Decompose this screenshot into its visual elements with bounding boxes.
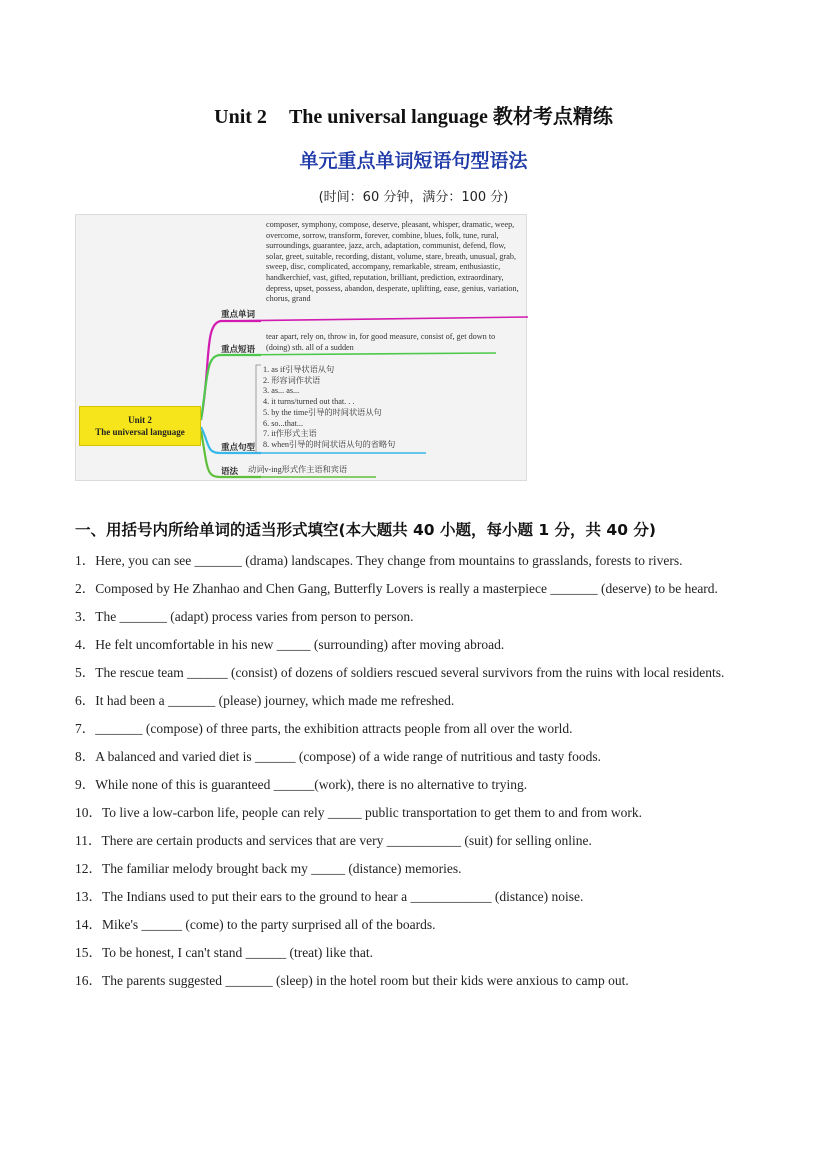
underline-words bbox=[221, 317, 528, 321]
branch-label-grammar: 语法 bbox=[221, 467, 239, 477]
mind-map bbox=[75, 214, 527, 481]
document-subtitle: 单元重点单词短语句型语法 bbox=[299, 150, 528, 172]
title-cn: 教材考点精练 bbox=[492, 106, 613, 128]
question-item: 16．The parents suggested _______ (sleep) in the hotel room but their kids were anxious to camp out. bbox=[75, 973, 629, 988]
question-item: 3．The _______ (adapt) process varies from person to person. bbox=[75, 609, 414, 624]
branch-label-words: 重点单词 bbox=[221, 310, 256, 320]
center-node-line1: Unit 2 bbox=[128, 415, 152, 425]
patterns-bracket bbox=[256, 365, 261, 453]
question-item: 9．While none of this is guaranteed ______(work), there is no alternative to trying. bbox=[75, 777, 528, 792]
center-node-line2: The universal language bbox=[95, 427, 185, 437]
phrases-list: tear apart, rely on, throw in, for good measure, consist of, get down to (doing) sth. all of a sudden bbox=[266, 332, 496, 352]
question-item: 13．The Indians used to put their ears to the ground to hear a ____________ (distance) noise. bbox=[75, 889, 584, 904]
title-unit-name: The universal language bbox=[288, 106, 488, 128]
pattern-item: 8. when引导的时间状语从句的省略句 bbox=[263, 439, 396, 449]
time-info: (时间：60 分钟，满分：100 分) bbox=[318, 190, 509, 205]
question-item: 11．There are certain products and services that are very ___________ (suit) for selling online. bbox=[75, 833, 592, 848]
question-item: 5．The rescue team ______ (consist) of dozens of soldiers rescued several survivors from the ruins with local residents. bbox=[75, 665, 725, 680]
question-item: 8．A balanced and varied diet is ______ (compose) of a wide range of nutritious and tasty foods. bbox=[75, 749, 601, 764]
question-item: 15．To be honest, I can't stand ______ (treat) like that. bbox=[75, 945, 374, 960]
question-item: 2．Composed by He Zhanhao and Chen Gang, Butterfly Lovers is really a masterpiece _______ (deserve) to be heard. bbox=[75, 581, 718, 596]
question-item: 14．Mike's ______ (come) to the party surprised all of the boards. bbox=[75, 917, 436, 932]
question-item: 12．The familiar melody brought back my _____ (distance) memories. bbox=[75, 861, 462, 876]
branch-label-patterns: 重点句型 bbox=[221, 443, 256, 453]
question-item: 7．_______ (compose) of three parts, the exhibition attracts people from all over the world. bbox=[75, 721, 573, 736]
pattern-item: 4. it turns/turned out that. . . bbox=[263, 397, 355, 407]
question-item: 10．To live a low-carbon life, people can rely _____ public transportation to get them to and from work. bbox=[75, 805, 643, 820]
underline-phrases bbox=[221, 353, 496, 355]
words-list: composer, symphony, compose, deserve, pleasant, whisper, dramatic, weep, overcome, sorrow, transform, forever, combine, blues, folk, tune, rural, surroundings, guarantee, jazz, arch, adaptation, communist, defend, flow, solar, greet, suitable, recording, distant, volume, stare, breath, unusual, grab, sweep, disc, complicated, accompany, remarkable, stream, enthusiastic, handkerchief, vast, gifted, reputation, brilliant, prediction, extraordinary, depress, upset, possess, abandon, desperate, uplifting, ease, genius, variation, chorus, grand bbox=[266, 220, 519, 304]
pattern-item: 3. as... as... bbox=[263, 386, 300, 396]
section-heading: 一、用括号内所给单词的适当形式填空(本大题共 40 小题，每小题 1 分，共 40 分) bbox=[75, 521, 656, 539]
question-item: 6．It had been a _______ (please) journey, which made me refreshed. bbox=[75, 693, 455, 708]
pattern-item: 5. by the time引导的时间状语从句 bbox=[263, 407, 382, 417]
pattern-item: 2. 形容词作状语 bbox=[263, 375, 321, 385]
question-list bbox=[75, 547, 740, 995]
pattern-item: 7. it作形式主语 bbox=[263, 429, 317, 439]
pattern-item: 6. so...that... bbox=[263, 418, 304, 428]
branch-line-words bbox=[201, 321, 261, 420]
branch-label-phrases: 重点短语 bbox=[221, 345, 256, 355]
question-item: 4．He felt uncomfortable in his new _____ (surrounding) after moving abroad. bbox=[75, 637, 505, 652]
branch-line-phrases bbox=[201, 355, 261, 420]
pattern-item: 1. as if引导状语从句 bbox=[263, 365, 335, 374]
question-item: 1．Here, you can see _______ (drama) landscapes. They change from mountains to grasslands, forests to rivers. bbox=[75, 553, 683, 568]
grammar-text: 动词v-ing形式作主语和宾语 bbox=[248, 465, 348, 474]
document-title bbox=[0, 100, 827, 129]
center-node bbox=[79, 406, 201, 446]
title-unit: Unit 2 bbox=[214, 106, 267, 128]
patterns-list bbox=[263, 365, 395, 451]
